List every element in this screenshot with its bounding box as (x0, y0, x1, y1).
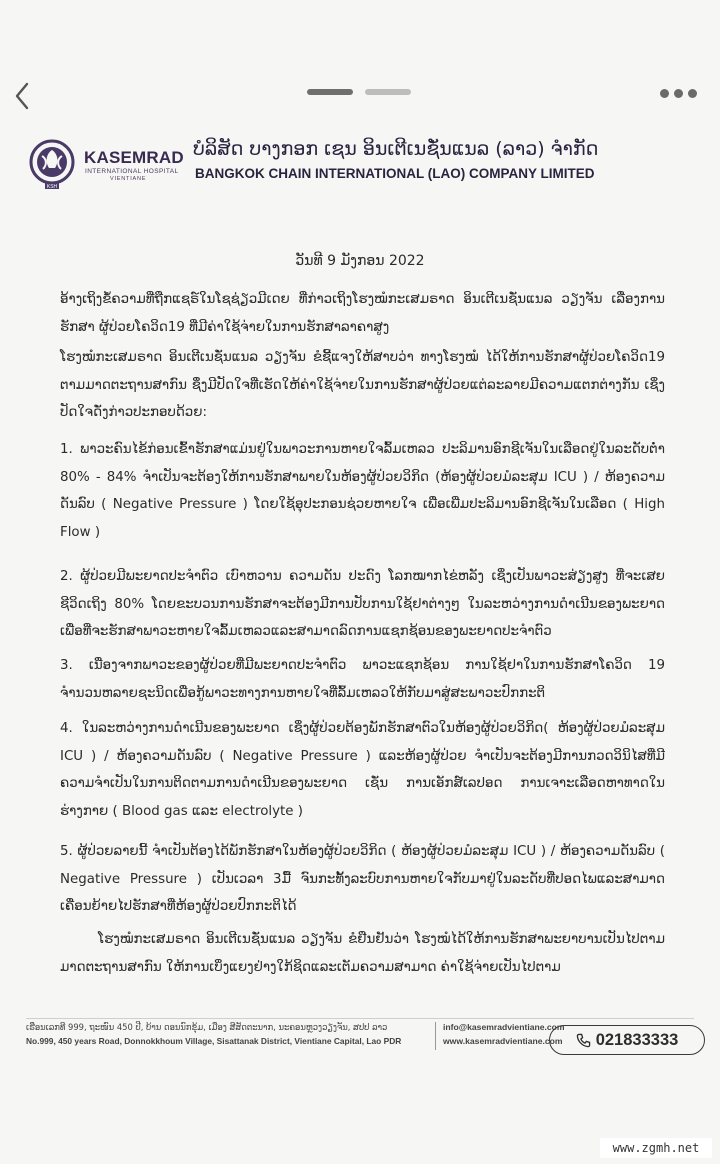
footer-divider (26, 1018, 694, 1019)
page-indicator (307, 89, 411, 95)
back-button[interactable] (10, 80, 36, 112)
letter-paragraph: 3. ເນື່ອງຈາກພາວະຂອງຜູ້ປ່ວຍທີ່ມີພະຍາດປະຈຳຕົວ ພາວະແຊກຊ້ອນ ການໃຊ້ຢາໃນການຮັກສາໂຄວິດ 19 ຈຳນວນຫລາຍຊະນິດເພື່ອກູ້ພາວະທາງການຫາຍໃຈທີ່ລົ້ມເຫລວໃຫ້ກັບມາສູ່ສະພາວະປົກກະຕິ (60, 658, 665, 701)
svg-text:KSH: KSH (46, 184, 58, 190)
chevron-left-icon (10, 80, 36, 112)
footer-separator (435, 1022, 436, 1050)
letter-date: ວັນທີ 9 ມັງກອນ 2022 (295, 253, 425, 269)
email-link[interactable]: info@kasemradvientiane.com (443, 1022, 565, 1032)
hospital-name: KASEMRAD (84, 148, 184, 167)
address-english: No.999, 450 years Road, Donnokkhoum Village, Sisattanak District, Vientiane Capital, Lao PDR (26, 1036, 402, 1046)
letter-paragraph: ໂຮງໝໍກະເສມຣາດ ອິນເຕີເນຊັ່ນແນລ ວຽງຈັນ ຂໍຢືນຢັນວ່າ ໂຮງໝໍໄດ້ໃຫ້ການຮັກສາພະຍາບານເປັນໄປຕາມມາດຕະຖານສາກົນ ໃຫ້ການເບິ່ງແຍງຢ່າງໃກ້ຊິດແລະເຕັມຄວາມສາມາດ ຄ່າໃຊ້ຈ່າຍເປັນໄປຕາມ (60, 932, 665, 975)
company-name-english: BANGKOK CHAIN INTERNATIONAL (LAO) COMPANY LIMITED (195, 166, 595, 181)
more-dot (660, 89, 669, 98)
page-dot-inactive[interactable] (365, 89, 411, 95)
watermark: www.zgmh.net (600, 1138, 712, 1158)
letter-paragraph: 5. ຜູ້ປ່ວຍລາຍນີ້ ຈຳເປັນຕ້ອງໄດ້ພັກຮັກສາໃນຫ້ອງຜູ້ປ່ວຍວິກິດ ( ຫ້ອງຜູ້ປ່ວຍມໍລະສຸມ ICU ) / ຫ້ອງຄວາມດັນລົບ ( Negative Pressure ) ເປັນເວລາ 3ມື້ ຈົນກະທັ້ງລະບົບການຫາຍໃຈກັບມາຢູ່ໃນລະດັບທີ່ປອດໄພແລະສາມາດເຄື່ອນຍ້າຍໄປຮັກສາທີ່ຫ້ອງຜູ້ປ່ວຍປົກກະຕິໄດ້ (60, 844, 665, 914)
phone-number-text: 021833333 (595, 1030, 679, 1049)
more-button[interactable] (660, 89, 697, 98)
company-name-lao: ບໍລິສັດ ບາງກອກ ເຊນ ອິນເຕີເນຊັ່ນແນລ (ລາວ) ຈຳກັດ (193, 138, 599, 160)
hospital-logo (28, 138, 80, 190)
website-link[interactable]: www.kasemradvientiane.com (443, 1036, 563, 1046)
more-dot (688, 89, 697, 98)
hospital-subtitle: INTERNATIONAL HOSPITAL (85, 168, 179, 175)
letter-paragraph: ໂຮງໝໍກະເສມຣາດ ອິນເຕີເນຊັ່ນແນລ ວຽງຈັນ ຂໍຊີ້ແຈງໃຫ້ສາບວ່າ ທາງໂຮງໝໍ ໄດ້ໃຫ້ການຮັກສາຜູ້ປ່ວຍໂຄວິດ19 ຕາມມາດຕະຖານສາກົນ ຊຶ່ງມີປັດໃຈທີ່ເຮັດໃຫ້ຄ່າໃຊ້ຈ່າຍໃນການຮັກສາຜູ້ປ່ວຍແຕ່ລະລາຍມີຄວາມແຕກຕ່າງກັນ ເຊິ່ງປັດໃຈດັ່ງກ່າວປະກອບດ້ວຍ: (60, 350, 665, 420)
page-dot-active[interactable] (307, 89, 353, 95)
address-lao: ເຮືອນເລກທີ 999, ຖະໜົນ 450 ປີ, ບ້ານ ດອນນົກຂຸ້ມ, ເມືອງ ສີສັດຕະນາກ, ນະຄອນຫຼວງວຽງຈັນ, ສປປ ລາວ (26, 1022, 388, 1032)
phone-icon (576, 1033, 591, 1048)
top-nav-bar (0, 0, 720, 100)
letter-paragraph: ອ້າງເຖິງຂໍ້ຄວາມທີ່ຖືກແຊຣ໌ໃນໂຊຊ່ຽວມີເດຍ ທີ່ກ່າວເຖິງໂຮງໝໍກະເສມຣາດ ອິນເຕີເນຊັ່ນແນລ ວຽງຈັນ ເລື່ອງການຮັກສາ ຜູ້ປ່ວຍໂຄວິດ19 ທີ່ມີຄ່າໃຊ້ຈ່າຍໃນການຮັກສາລາຄາສູງ (60, 292, 665, 335)
letterhead (28, 136, 668, 192)
hospital-city: VIENTIANE (110, 176, 147, 182)
more-dot (674, 89, 683, 98)
letter-paragraph: 4. ໃນລະຫວ່າງການດຳເນີນຂອງພະຍາດ ເຊິ່ງຜູ້ປ່ວຍຕ້ອງພັກຮັກສາຕົວໃນຫ້ອງຜູ້ປ່ວຍວິກິດ( ຫ້ອງຜູ້ປ່ວຍມໍລະສຸມ ICU ) / ຫ້ອງຄວາມດັນລົບ ( Negative Pressure ) ແລະຫ້ອງຜູ້ປ່ວຍ ຈຳເປັນຈະຕ້ອງມີການກວດວິນິໄສທີ່ມີຄວາມຈຳເປັນໃນການຕິດຕາມການດຳເນີນຂອງພະຍາດ ເຊັ່ນ ການເອັກສ໌ເລປອດ ການເຈາະເລືອດຫາທາດໃນຮ່າງກາຍ ( Blood gas ແລະ electrolyte ) (60, 721, 665, 819)
letter-paragraph: 1. ພາວະຄົນໄຂ້ກ່ອນເຂົ້າຮັກສາແມ່ນຢູ່ໃນພາວະການຫາຍໃຈລົ້ມເຫລວ ປະລິມານອົກຊີເຈັນໃນເລືອດຢູ່ໃນລະດັບຕໍ່າ 80% - 84% ຈຳເປັນຈະຕ້ອງໃຫ້ການຮັກສາພາຍໃນຫ້ອງຜູ້ປ່ວຍວິກິດ (ຫ້ອງຜູ້ປ່ວຍມໍລະສຸມ ICU ) / ຫ້ອງຄວາມດັນລົບ ( Negative Pressure ) ໂດຍໃຊ້ອຸປະກອນຊ່ວຍຫາຍໃຈ ເພື່ອເພີ່ມປະລິມານອົກຊີເຈັນໃນເລືອດ ( High Flow ) (60, 442, 665, 540)
phone-number[interactable] (549, 1025, 705, 1055)
letter-paragraph: 2. ຜູ້ປ່ວຍມີພະຍາດປະຈຳຕົວ ເບົາຫວານ ຄວາມດັນ ປະດົງ ໂລກໝາກໄຂ່ຫລັງ ເຊິ່ງເປັນພາວະສ່ຽງສູງ ທີ່ຈະເສຍຊີວິດເຖິງ 80% ໂດຍຂະບວນການຮັກສາຈະຕ້ອງມີການປັບການໃຊ້ຢາຕ່າງໆ ໃນລະຫວ່າງການດຳເນີນຂອງພະຍາດ ເພື່ອທີ່ຈະຮັກສາພາວະຫາຍໃຈລົ້ມເຫລວແລະສາມາດລົດການແຊກຊ້ອນຂອງພະຍາດປະຈຳຕົວ (60, 569, 665, 639)
